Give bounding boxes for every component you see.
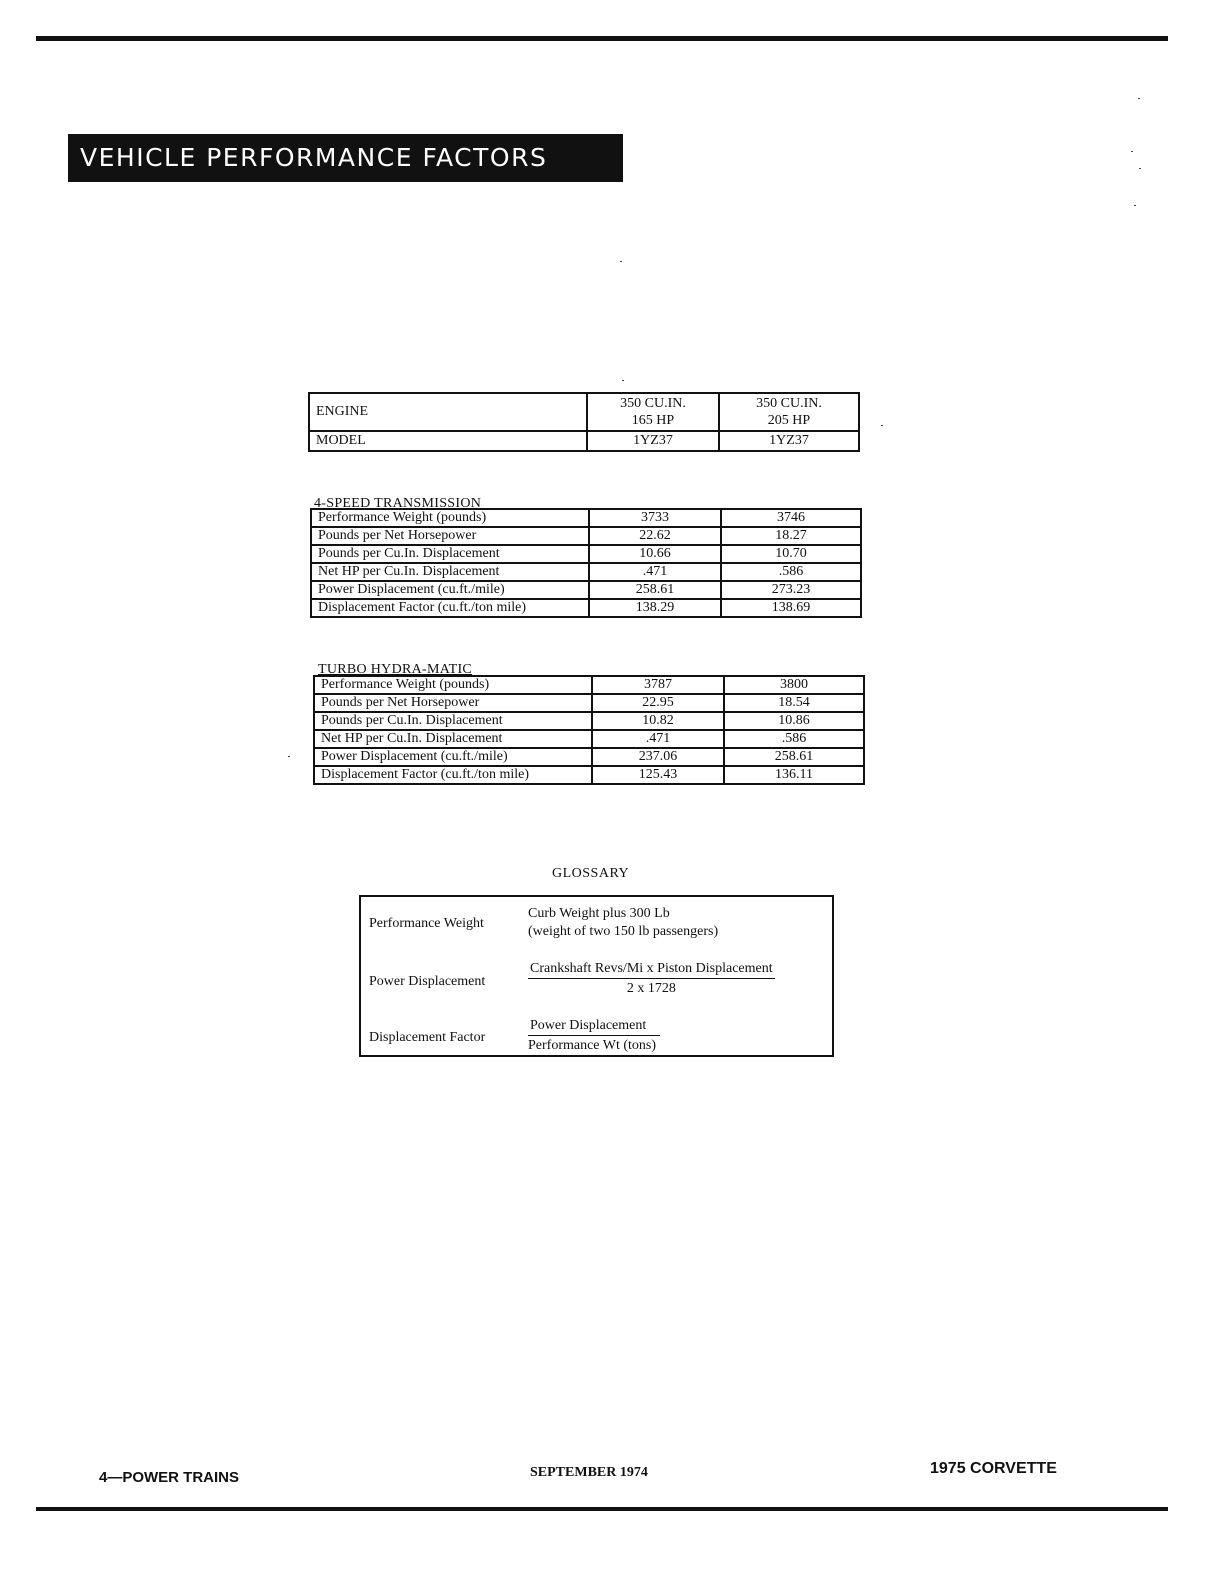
four-speed-title: 4-SPEED TRANSMISSION xyxy=(314,496,482,511)
engine-label: ENGINE xyxy=(309,393,587,431)
glossary-term-power-displacement: Power Displacement xyxy=(369,974,486,989)
engine-col1-line2: 165 HP xyxy=(631,413,675,428)
fraction-denominator: Performance Wt (tons) xyxy=(528,1038,657,1053)
table-row xyxy=(311,599,861,617)
glossary-title: GLOSSARY xyxy=(552,866,630,881)
glossary-box xyxy=(359,895,834,1057)
table-row xyxy=(311,563,861,581)
row-label: Pounds per Net Horsepower xyxy=(311,527,589,545)
row-value-col1: 3787 xyxy=(592,676,724,694)
row-value-col2: .586 xyxy=(724,730,864,748)
fraction xyxy=(528,1018,660,1054)
row-value-col2: 136.11 xyxy=(724,766,864,784)
turbo-title: TURBO HYDRA-MATIC xyxy=(318,662,473,677)
table-row xyxy=(311,545,861,563)
model-col1: 1YZ37 xyxy=(587,431,719,451)
row-value-col1: 258.61 xyxy=(589,581,721,599)
row-value-col1: .471 xyxy=(592,730,724,748)
row-value-col1: 138.29 xyxy=(589,599,721,617)
row-label: Power Displacement (cu.ft./mile) xyxy=(314,748,592,766)
table-row xyxy=(314,766,864,784)
row-value-col1: 10.66 xyxy=(589,545,721,563)
row-value-col2: 3746 xyxy=(721,509,861,527)
scan-speck xyxy=(1138,98,1140,99)
scan-speck xyxy=(1131,151,1133,152)
row-value-col2: 10.86 xyxy=(724,712,864,730)
row-value-col2: 10.70 xyxy=(721,545,861,563)
row-label: Pounds per Cu.In. Displacement xyxy=(314,712,592,730)
table-row xyxy=(314,694,864,712)
glossary-def-performance-weight xyxy=(528,905,718,941)
row-value-col1: 3733 xyxy=(589,509,721,527)
scan-speck xyxy=(1134,205,1136,206)
scan-speck xyxy=(620,261,622,262)
row-label: Performance Weight (pounds) xyxy=(314,676,592,694)
table-row xyxy=(311,581,861,599)
scan-speck xyxy=(288,756,290,757)
table-row xyxy=(314,748,864,766)
table-row xyxy=(314,676,864,694)
row-value-col2: 18.54 xyxy=(724,694,864,712)
fraction-numerator: Power Displacement xyxy=(528,1018,660,1036)
footer-section: 4—POWER TRAINS xyxy=(99,1469,240,1486)
row-label: Power Displacement (cu.ft./mile) xyxy=(311,581,589,599)
row-label: Pounds per Net Horsepower xyxy=(314,694,592,712)
fraction xyxy=(528,961,775,997)
def-line: Curb Weight plus 300 Lb xyxy=(528,906,670,921)
model-col2: 1YZ37 xyxy=(719,431,859,451)
fraction-denominator: 2 x 1728 xyxy=(626,981,676,996)
table-row xyxy=(311,509,861,527)
row-value-col2: 258.61 xyxy=(724,748,864,766)
row-label: Net HP per Cu.In. Displacement xyxy=(311,563,589,581)
row-label: Performance Weight (pounds) xyxy=(311,509,589,527)
page-title-banner: VEHICLE PERFORMANCE FACTORS xyxy=(68,134,623,182)
row-value-col2: .586 xyxy=(721,563,861,581)
engine-col1 xyxy=(587,393,719,431)
row-value-col1: 237.06 xyxy=(592,748,724,766)
footer-date: SEPTEMBER 1974 xyxy=(530,1465,648,1480)
row-label: Pounds per Cu.In. Displacement xyxy=(311,545,589,563)
glossary-def-displacement-factor xyxy=(528,1018,660,1054)
scan-speck xyxy=(1139,168,1141,169)
row-value-col2: 18.27 xyxy=(721,527,861,545)
footer-model: 1975 CORVETTE xyxy=(930,1460,1057,1477)
row-value-col1: 125.43 xyxy=(592,766,724,784)
row-label: Displacement Factor (cu.ft./ton mile) xyxy=(311,599,589,617)
engine-col2-line1: 350 CU.IN. xyxy=(756,396,822,411)
row-value-col2: 3800 xyxy=(724,676,864,694)
top-rule xyxy=(36,36,1168,41)
engine-table xyxy=(308,392,860,452)
table-row xyxy=(314,712,864,730)
glossary-def-power-displacement xyxy=(528,961,775,997)
row-label: Displacement Factor (cu.ft./ton mile) xyxy=(314,766,592,784)
fraction-numerator: Crankshaft Revs/Mi x Piston Displacement xyxy=(528,961,775,979)
engine-col2-line2: 205 HP xyxy=(767,413,811,428)
scan-speck xyxy=(622,380,624,381)
glossary-term-displacement-factor: Displacement Factor xyxy=(369,1030,486,1045)
row-value-col1: 22.62 xyxy=(589,527,721,545)
engine-col1-line1: 350 CU.IN. xyxy=(620,396,686,411)
model-label: MODEL xyxy=(309,431,587,451)
row-value-col1: 10.82 xyxy=(592,712,724,730)
def-line: (weight of two 150 lb passengers) xyxy=(528,924,719,939)
table-row xyxy=(311,527,861,545)
four-speed-table xyxy=(310,508,862,618)
engine-col2 xyxy=(719,393,859,431)
row-value-col1: 22.95 xyxy=(592,694,724,712)
row-value-col1: .471 xyxy=(589,563,721,581)
row-value-col2: 138.69 xyxy=(721,599,861,617)
turbo-table xyxy=(313,675,865,785)
engine-row xyxy=(309,393,859,431)
row-label: Net HP per Cu.In. Displacement xyxy=(314,730,592,748)
glossary-term-performance-weight: Performance Weight xyxy=(369,916,484,931)
bottom-rule xyxy=(36,1507,1168,1511)
model-row xyxy=(309,431,859,451)
scan-speck xyxy=(881,425,883,426)
row-value-col2: 273.23 xyxy=(721,581,861,599)
table-row xyxy=(314,730,864,748)
